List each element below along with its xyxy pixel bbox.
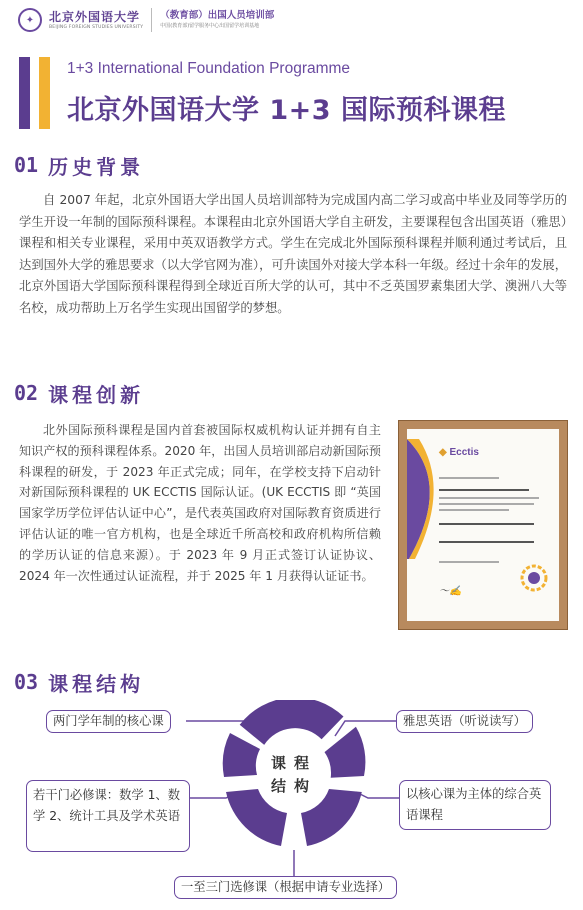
header bbox=[0, 0, 583, 40]
title-en: 1+3 International Foundation Programme bbox=[67, 60, 351, 77]
section-name: 课程创新 bbox=[48, 382, 145, 407]
certificate-text-line bbox=[439, 497, 539, 499]
certificate-image bbox=[398, 420, 568, 630]
department-name: （教育部）出国人员培训部 bbox=[160, 10, 275, 21]
section-heading-history bbox=[14, 150, 144, 180]
section-name: 历史背景 bbox=[48, 154, 145, 179]
center-label-bottom: 结构 bbox=[271, 777, 318, 795]
structure-item-elective: 一至三门选修课（根据申请专业选择） bbox=[174, 876, 397, 899]
certificate-text-line bbox=[439, 489, 529, 491]
structure-item-english: 以核心课为主体的综合英语课程 bbox=[399, 780, 551, 830]
certificate-paper bbox=[407, 429, 559, 621]
certificate-text-line bbox=[439, 561, 499, 563]
innovation-paragraph: 北外国际预科课程是国内首套被国际权威机构认证并拥有自主知识产权的预科课程体系。2020 年，出国人员培训部启动新国际预科课程的研发，于 2023 年正式完成；同年，在学校支持下启动针对新国际预科课程的 UK ECCTIS 国际认证。(UK ECCTIS 即 “英国国家学历学位评估认证中心”，是代表英国政府对国际教育资质进行评估认证的唯一官方机构，也是全球近千所高校和政府机构所信赖的学历认证的信息来源）。于 2023 年 9 月正式签订认证协议、2024 年一次性通过认证流程，并于 2025 年 1 月获得认证证书。 bbox=[19, 423, 381, 583]
header-divider bbox=[151, 8, 152, 32]
page-title: 北京外国语大学 1+3 国际预科课程 bbox=[67, 95, 506, 126]
structure-item-core: 两门学年制的核心课 bbox=[46, 710, 171, 733]
certificate-text-line bbox=[439, 541, 534, 543]
university-name-en: BEIJING FOREIGN STUDIES UNIVERSITY bbox=[49, 24, 144, 30]
certificate-text-line bbox=[439, 523, 534, 525]
department bbox=[160, 9, 274, 31]
certificate-text-line bbox=[439, 509, 509, 511]
certificate-text-line bbox=[439, 503, 534, 505]
certificate-logo-text: Ecctis bbox=[449, 447, 479, 458]
university-seal-icon: ✦ bbox=[18, 8, 42, 32]
section-number: 03 bbox=[14, 670, 39, 694]
structure-diagram bbox=[0, 700, 583, 910]
department-sub: 中国(教育部)留学服务中心出国留学培训基地 bbox=[160, 23, 260, 29]
structure-item-ielts: 雅思英语（听说读写） bbox=[396, 710, 533, 733]
center-label-top: 课程 bbox=[271, 754, 318, 772]
title-bar-gold bbox=[39, 57, 50, 129]
university-name-cn: 北京外国语大学 bbox=[49, 9, 141, 24]
university-name bbox=[49, 10, 143, 31]
certificate-swoosh-icon bbox=[407, 439, 441, 559]
section-number: 02 bbox=[14, 381, 39, 405]
history-paragraph: 自 2007 年起，北京外国语大学出国人员培训部特为完成国内高二学习或高中毕业及同等学历的学生开设一年制的国际预科课程。本课程由北京外国语大学自主研发，主要课程包含出国英语（雅思）课程和相关专业课程，采用中英双语教学方式。学生在完成北外国际预科课程并顺利通过考试后，且达到国外大学的雅思要求（以大学官网为准），可升读国外对接大学本科一年级。经过十余年的发展，北京外国语大学国际预科课程得到全球近百所大学的认可，其中不乏英国罗素集团大学、澳洲八大等名校，成功帮助上万名学生实现出国留学的梦想。 bbox=[19, 193, 567, 315]
section-heading-structure bbox=[14, 667, 144, 697]
certificate-signature-icon: ～✍ bbox=[439, 586, 462, 597]
structure-item-required: 若干门必修课：数学 1、数学 2、统计工具及学术英语 bbox=[26, 780, 190, 852]
certificate-badge-icon bbox=[519, 563, 549, 593]
section-name: 课程结构 bbox=[48, 671, 145, 696]
certificate-text-line bbox=[439, 477, 499, 479]
section-number: 01 bbox=[14, 153, 39, 177]
title-bar-purple bbox=[19, 57, 30, 129]
certificate-logo: ◆ Ecctis bbox=[439, 447, 479, 458]
section-heading-innovation bbox=[14, 378, 144, 408]
